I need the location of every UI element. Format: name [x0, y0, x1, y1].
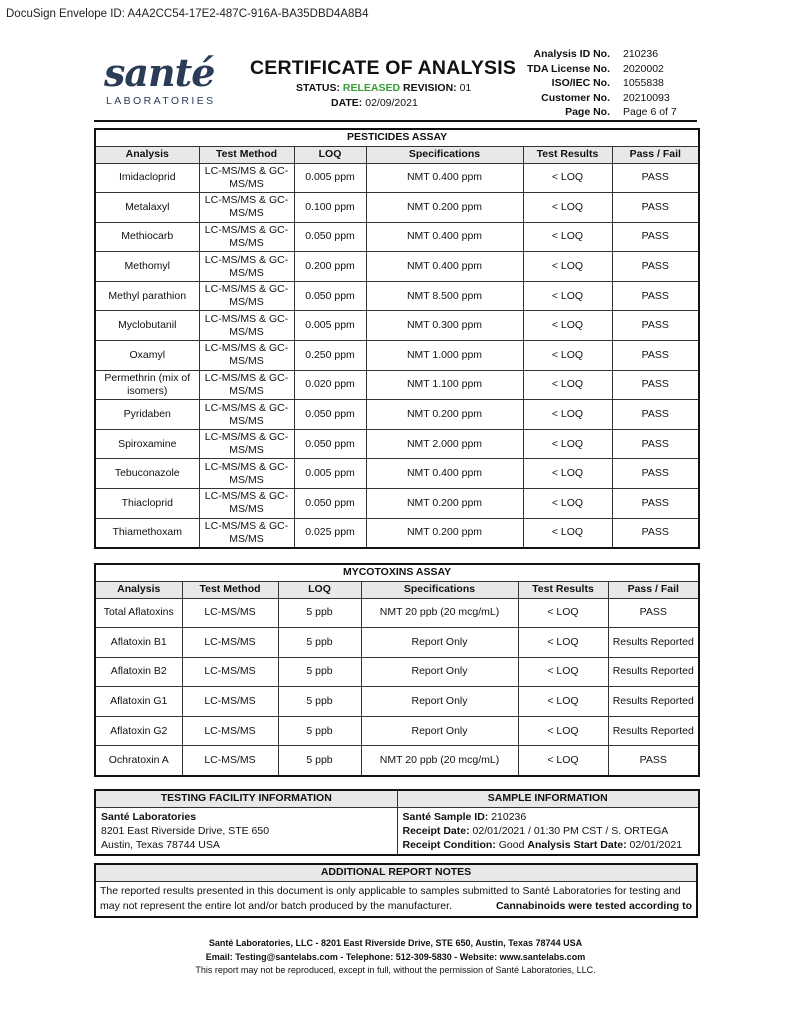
test-result-cell: < LOQ: [523, 311, 612, 341]
pass-fail-cell: PASS: [612, 163, 699, 193]
table-row: [95, 311, 699, 341]
analysis-cell: Aflatoxin B2: [95, 657, 182, 687]
table-row: [95, 193, 699, 223]
pass-fail-cell: PASS: [612, 518, 699, 548]
loq-cell: 5 ppb: [278, 628, 361, 658]
facility-address-line2: Austin, Texas 78744 USA: [101, 838, 220, 851]
test-method-cell: LC-MS/MS & GC-MS/MS: [199, 341, 294, 371]
table-row: [95, 489, 699, 519]
meta-row: [520, 47, 693, 62]
pass-fail-cell: Results Reported: [608, 628, 699, 658]
info-table: [94, 789, 700, 856]
test-result-cell: < LOQ: [523, 222, 612, 252]
sample-title: SAMPLE INFORMATION: [397, 790, 699, 807]
analysis-cell: Aflatoxin B1: [95, 628, 182, 658]
document-title: CERTIFICATE OF ANALYSIS: [250, 57, 517, 79]
loq-cell: 5 ppb: [278, 598, 361, 628]
analysis-start-label: Analysis Start Date:: [527, 838, 627, 851]
receipt-date-value: 02/01/2021 / 01:30 PM CST / S. ORTEGA: [472, 824, 669, 837]
loq-cell: 0.020 ppm: [294, 370, 366, 400]
test-method-cell: LC-MS/MS & GC-MS/MS: [199, 163, 294, 193]
specification-cell: NMT 20 ppb (20 mcg/mL): [361, 598, 518, 628]
pass-fail-cell: Results Reported: [608, 716, 699, 746]
meta-label: ISO/IEC No.: [551, 77, 610, 90]
test-method-cell: LC-MS/MS & GC-MS/MS: [199, 459, 294, 489]
specification-cell: NMT 0.400 ppm: [366, 459, 523, 489]
facility-name: Santé Laboratories: [101, 810, 197, 823]
meta-row: [520, 91, 693, 106]
pass-fail-cell: PASS: [612, 370, 699, 400]
status-value: RELEASED: [342, 82, 401, 94]
table-row: [95, 222, 699, 252]
test-method-cell: LC-MS/MS & GC-MS/MS: [199, 429, 294, 459]
loq-cell: 0.005 ppm: [294, 311, 366, 341]
loq-cell: 0.050 ppm: [294, 429, 366, 459]
loq-cell: 0.005 ppm: [294, 459, 366, 489]
analysis-cell: Pyridaben: [95, 400, 199, 430]
analysis-cell: Myclobutanil: [95, 311, 199, 341]
mycotoxins-table: [94, 563, 700, 777]
pesticides-title: PESTICIDES ASSAY: [95, 129, 699, 146]
test-method-cell: LC-MS/MS & GC-MS/MS: [199, 370, 294, 400]
pass-fail-cell: PASS: [612, 311, 699, 341]
test-method-cell: LC-MS/MS & GC-MS/MS: [199, 311, 294, 341]
test-method-cell: LC-MS/MS: [182, 687, 278, 717]
pass-fail-cell: PASS: [612, 222, 699, 252]
meta-value: 2020002: [623, 62, 664, 75]
facility-title: TESTING FACILITY INFORMATION: [95, 790, 397, 807]
notes-line2-text: may not represent the entire lot and/or batch produced by the manufacturer.: [100, 899, 452, 912]
revision-value: 01: [459, 82, 472, 94]
test-method-cell: LC-MS/MS & GC-MS/MS: [199, 489, 294, 519]
table-row: [95, 281, 699, 311]
table-row: [95, 429, 699, 459]
pass-fail-cell: PASS: [612, 400, 699, 430]
specification-cell: NMT 0.400 ppm: [366, 163, 523, 193]
table-row: [95, 746, 699, 776]
column-header: Test Method: [199, 146, 294, 163]
specification-cell: NMT 0.200 ppm: [366, 489, 523, 519]
footer-address-text: Santé Laboratories, LLC - 8201 East Riverside Drive, STE 650, Austin, Texas 78744 USA: [208, 938, 583, 948]
header-divider: [94, 120, 697, 122]
column-header: Specifications: [361, 581, 518, 598]
pass-fail-cell: PASS: [612, 252, 699, 282]
test-result-cell: < LOQ: [523, 193, 612, 223]
receipt-condition-value: Good: [498, 838, 525, 851]
test-result-cell: < LOQ: [523, 459, 612, 489]
analysis-cell: Thiacloprid: [95, 489, 199, 519]
specification-cell: NMT 1.100 ppm: [366, 370, 523, 400]
date-value: 02/09/2021: [365, 97, 418, 109]
analysis-cell: Methomyl: [95, 252, 199, 282]
meta-value: Page 6 of 7: [623, 106, 677, 119]
column-header: LOQ: [294, 146, 366, 163]
test-method-cell: LC-MS/MS: [182, 657, 278, 687]
test-result-cell: < LOQ: [523, 429, 612, 459]
table-row: [95, 163, 699, 193]
table-row: [95, 459, 699, 489]
table-row: [95, 716, 699, 746]
loq-cell: 0.050 ppm: [294, 400, 366, 430]
meta-label: Page No.: [565, 106, 610, 119]
specification-cell: NMT 0.200 ppm: [366, 400, 523, 430]
meta-row: [520, 76, 693, 91]
sante-logo: [104, 50, 229, 112]
pass-fail-cell: PASS: [612, 459, 699, 489]
loq-cell: 5 ppb: [278, 716, 361, 746]
analysis-cell: Thiamethoxam: [95, 518, 199, 548]
notes-line2-bold: Cannabinoids were tested according to: [495, 899, 692, 912]
column-header: Test Results: [518, 581, 608, 598]
test-result-cell: < LOQ: [518, 746, 608, 776]
specification-cell: NMT 1.000 ppm: [366, 341, 523, 371]
test-method-cell: LC-MS/MS & GC-MS/MS: [199, 281, 294, 311]
analysis-cell: Aflatoxin G1: [95, 687, 182, 717]
analysis-cell: Ochratoxin A: [95, 746, 182, 776]
analysis-cell: Permethrin (mix of isomers): [95, 370, 199, 400]
mycotoxins-header-row: [95, 581, 699, 598]
analysis-cell: Metalaxyl: [95, 193, 199, 223]
analysis-cell: Tebuconazole: [95, 459, 199, 489]
loq-cell: 0.005 ppm: [294, 163, 366, 193]
test-result-cell: < LOQ: [523, 252, 612, 282]
receipt-date-label: Receipt Date:: [402, 824, 470, 837]
meta-label: Customer No.: [541, 91, 610, 104]
column-header: Test Method: [182, 581, 278, 598]
table-row: [95, 657, 699, 687]
status-line: [296, 82, 471, 94]
table-row: [95, 628, 699, 658]
pass-fail-cell: PASS: [612, 193, 699, 223]
meta-label: Analysis ID No.: [533, 48, 610, 60]
logo-subtitle: LABORATORIES: [106, 95, 216, 107]
sample-id-label: Santé Sample ID:: [402, 810, 489, 823]
specification-cell: Report Only: [361, 628, 518, 658]
sample-info: [397, 807, 699, 855]
pesticides-table: [94, 128, 700, 549]
loq-cell: 0.025 ppm: [294, 518, 366, 548]
meta-row: [520, 105, 693, 120]
docusign-envelope-id: DocuSign Envelope ID: A4A2CC54-17E2-487C-916A-BA35DBD4A8B4: [6, 8, 369, 20]
pass-fail-cell: PASS: [612, 429, 699, 459]
pass-fail-cell: Results Reported: [608, 657, 699, 687]
specification-cell: Report Only: [361, 687, 518, 717]
test-result-cell: < LOQ: [518, 628, 608, 658]
test-result-cell: < LOQ: [523, 341, 612, 371]
notes-body: [95, 881, 697, 917]
receipt-condition-label: Receipt Condition:: [402, 838, 496, 851]
test-result-cell: < LOQ: [523, 281, 612, 311]
logo-script: santé: [104, 50, 215, 95]
loq-cell: 5 ppb: [278, 657, 361, 687]
notes-table: [94, 863, 698, 918]
table-row: [95, 518, 699, 548]
pesticides-header-row: [95, 146, 699, 163]
meta-value: 1055838: [623, 77, 664, 90]
facility-info: [95, 807, 397, 855]
pass-fail-cell: PASS: [612, 281, 699, 311]
specification-cell: NMT 0.400 ppm: [366, 222, 523, 252]
test-method-cell: LC-MS/MS: [182, 628, 278, 658]
column-header: Specifications: [366, 146, 523, 163]
notes-title: ADDITIONAL REPORT NOTES: [95, 864, 697, 881]
date-line: [331, 97, 418, 109]
table-row: [95, 252, 699, 282]
footer-contact-text: Email: Testing@santelabs.com - Telephone: 512-309-5830 - Website: www.santelabs.com: [205, 952, 586, 962]
column-header: Analysis: [95, 581, 182, 598]
column-header: Analysis: [95, 146, 199, 163]
table-row: [95, 370, 699, 400]
test-result-cell: < LOQ: [523, 370, 612, 400]
pass-fail-cell: PASS: [612, 341, 699, 371]
pass-fail-cell: PASS: [612, 489, 699, 519]
date-label: DATE:: [331, 97, 363, 109]
loq-cell: 5 ppb: [278, 687, 361, 717]
test-method-cell: LC-MS/MS: [182, 716, 278, 746]
sample-id-value: 210236: [491, 810, 527, 823]
loq-cell: 0.050 ppm: [294, 489, 366, 519]
specification-cell: NMT 20 ppb (20 mcg/mL): [361, 746, 518, 776]
facility-address-line1: 8201 East Riverside Drive, STE 650: [101, 824, 270, 837]
notes-line2: [100, 899, 692, 914]
column-header: Pass / Fail: [608, 581, 699, 598]
test-method-cell: LC-MS/MS & GC-MS/MS: [199, 518, 294, 548]
loq-cell: 5 ppb: [278, 746, 361, 776]
loq-cell: 0.200 ppm: [294, 252, 366, 282]
test-method-cell: LC-MS/MS & GC-MS/MS: [199, 222, 294, 252]
test-result-cell: < LOQ: [523, 163, 612, 193]
column-header: Pass / Fail: [612, 146, 699, 163]
specification-cell: Report Only: [361, 716, 518, 746]
footer-address: [0, 938, 791, 948]
analysis-cell: Methiocarb: [95, 222, 199, 252]
test-result-cell: < LOQ: [523, 489, 612, 519]
meta-value: 210236: [623, 48, 659, 60]
test-method-cell: LC-MS/MS & GC-MS/MS: [199, 400, 294, 430]
specification-cell: NMT 0.200 ppm: [366, 193, 523, 223]
test-result-cell: < LOQ: [518, 657, 608, 687]
revision-label: REVISION:: [402, 82, 457, 94]
test-method-cell: LC-MS/MS & GC-MS/MS: [199, 193, 294, 223]
table-row: [95, 687, 699, 717]
specification-cell: NMT 8.500 ppm: [366, 281, 523, 311]
analysis-cell: Imidacloprid: [95, 163, 199, 193]
test-method-cell: LC-MS/MS: [182, 598, 278, 628]
meta-value: 20210093: [623, 91, 670, 104]
table-row: [95, 341, 699, 371]
analysis-start-value: 02/01/2021: [629, 838, 683, 851]
specification-cell: NMT 2.000 ppm: [366, 429, 523, 459]
test-method-cell: LC-MS/MS: [182, 746, 278, 776]
specification-cell: Report Only: [361, 657, 518, 687]
notes-line1: The reported results presented in this document is only applicable to samples submitted to Santé Laboratories for testing and: [100, 884, 681, 897]
meta-row: [520, 62, 693, 77]
loq-cell: 0.050 ppm: [294, 222, 366, 252]
test-method-cell: LC-MS/MS & GC-MS/MS: [199, 252, 294, 282]
column-header: LOQ: [278, 581, 361, 598]
loq-cell: 0.250 ppm: [294, 341, 366, 371]
test-result-cell: < LOQ: [523, 400, 612, 430]
test-result-cell: < LOQ: [523, 518, 612, 548]
test-result-cell: < LOQ: [518, 598, 608, 628]
pass-fail-cell: Results Reported: [608, 687, 699, 717]
document-meta: [520, 47, 693, 120]
footer-contact: [0, 952, 791, 962]
specification-cell: NMT 0.200 ppm: [366, 518, 523, 548]
specification-cell: NMT 0.300 ppm: [366, 311, 523, 341]
mycotoxins-title: MYCOTOXINS ASSAY: [95, 564, 699, 581]
table-row: [95, 598, 699, 628]
table-row: [95, 400, 699, 430]
footer-disclaimer: This report may not be reproduced, except in full, without the permission of Santé Laboratories, LLC.: [195, 965, 596, 975]
pass-fail-cell: PASS: [608, 598, 699, 628]
specification-cell: NMT 0.400 ppm: [366, 252, 523, 282]
pass-fail-cell: PASS: [608, 746, 699, 776]
analysis-cell: Methyl parathion: [95, 281, 199, 311]
test-result-cell: < LOQ: [518, 716, 608, 746]
status-label: STATUS:: [296, 82, 340, 94]
test-result-cell: < LOQ: [518, 687, 608, 717]
analysis-cell: Spiroxamine: [95, 429, 199, 459]
analysis-cell: Total Aflatoxins: [95, 598, 182, 628]
analysis-cell: Aflatoxin G2: [95, 716, 182, 746]
loq-cell: 0.050 ppm: [294, 281, 366, 311]
analysis-cell: Oxamyl: [95, 341, 199, 371]
loq-cell: 0.100 ppm: [294, 193, 366, 223]
column-header: Test Results: [523, 146, 612, 163]
meta-label: TDA License No.: [526, 62, 610, 75]
